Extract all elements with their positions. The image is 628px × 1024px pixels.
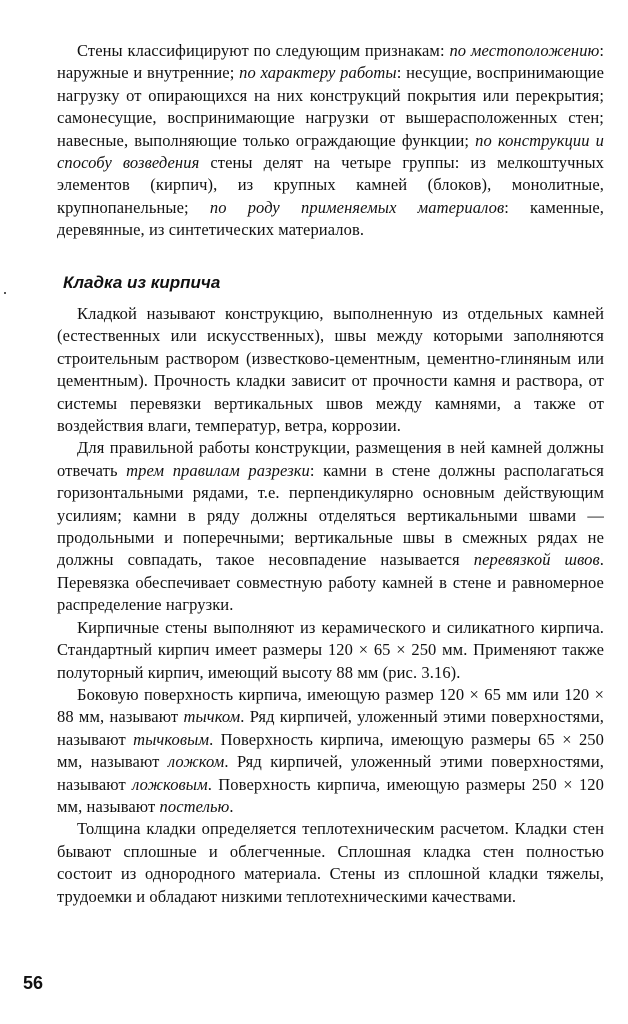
paragraph-cutting-rules [57, 437, 604, 616]
emphasis-term: по характеру работы [239, 63, 397, 83]
emphasis-term: тычковым [133, 729, 210, 749]
intro-paragraph [57, 40, 604, 242]
page-number: 56 [23, 973, 44, 993]
emphasis-term: по роду применяемых материалов [209, 197, 505, 217]
paragraph-masonry-thickness: Толщина кладки определяется теплотехническим расчетом. Кладки стен бывают сплошные и облегченные. Сплошная кладка стен полностью состоит из однородного материала. Стены из сплошной кладки тяжелы, трудоемки и обладают низкими теплотехническими качествами. [57, 819, 604, 906]
scan-speck [4, 292, 6, 294]
emphasis-term: по конструкции и способу возведения [57, 130, 604, 173]
paragraph-brick-sizes: Кирпичные стены выполняют из керамического и силикатного кирпича. Стандартный кирпич имеет размеры 120 × 65 × 250 мм. Применяют также полуторный кирпич, имеющий высоту 88 мм (рис. 3.16). [57, 617, 604, 682]
paragraph-masonry-definition: Кладкой называют конструкцию, выполненную из отдельных камней (естественных или искусственных), швы между которыми заполняются строительным раствором (известково-цементным, цементно-глиняным или цементным). Прочность кладки зависит от прочности камня и раствора, от системы перевязки вертикальных швов между камнями, а также от воздействия влаги, температур, ветра, коррозии. [57, 304, 604, 436]
text-run: : каменные, деревянные, из синтетических материалов. [57, 197, 604, 240]
text-run: . Поверхность кирпича, имеющую размеры 65 × 250 мм, называют [57, 729, 604, 772]
intro-paragraph-block [57, 40, 604, 242]
emphasis-term: по местоположению [449, 41, 600, 60]
text-run: . [229, 796, 234, 816]
text-run: : наружные и внутренние; [57, 41, 604, 83]
text-run: Боковую поверхность кирпича, имеющую размер 120 × 65 мм или 120 × 88 мм, называют [57, 684, 604, 727]
text-run: Для правильной работы конструкции, размещения в ней камней должны отвечать [57, 438, 604, 480]
text-run: стены делят на четыре группы: из мелкоштучных элементов (кирпич), из крупных камней (блоков), монолитные, крупнопанельные; [57, 153, 604, 217]
section-heading: Кладка из кирпича [63, 273, 221, 292]
text-run: . Поверхность кирпича, имеющую размеры 250 × 120 мм, называют [57, 774, 605, 816]
section-body [57, 303, 604, 908]
text-run: . Ряд кирпичей, уложенный этими поверхностями, называют [57, 752, 604, 794]
emphasis-term: перевязкой швов [473, 550, 600, 570]
emphasis-term: постелью [159, 796, 230, 816]
emphasis-term: ложком [167, 752, 225, 772]
text-run: : несущие, воспринимающие нагрузку от опирающихся на них конструкций покрытия или перекрытия; самонесущие, воспринимающие нагрузки от вышерасположенных стен; навесные, выполняющие только ограждающие функции; [57, 63, 605, 150]
text-run: : камни в стене должны располагаться горизонтальными рядами, т.е. перпендикулярно основным действующим усилиям; камни в ряду должны отделяться вертикальными швами — продольными и поперечными; вертикальные швы в смежных рядах не должны совпадать, такое несовпадение называется [57, 460, 604, 570]
emphasis-term: тычком [183, 707, 241, 727]
emphasis-term: ложковым [132, 774, 208, 794]
paragraph-brick-faces [57, 684, 604, 818]
text-run: . Ряд кирпичей, уложенный этими поверхностями, называют [57, 707, 604, 749]
emphasis-term: трем правилам разрезки [126, 460, 310, 480]
text-run: . Перевязка обеспечивает совместную работу камней в стене и равномерное распределение нагрузки. [57, 550, 604, 615]
text-run: Стены классифицируют по следующим признакам: [77, 41, 450, 60]
